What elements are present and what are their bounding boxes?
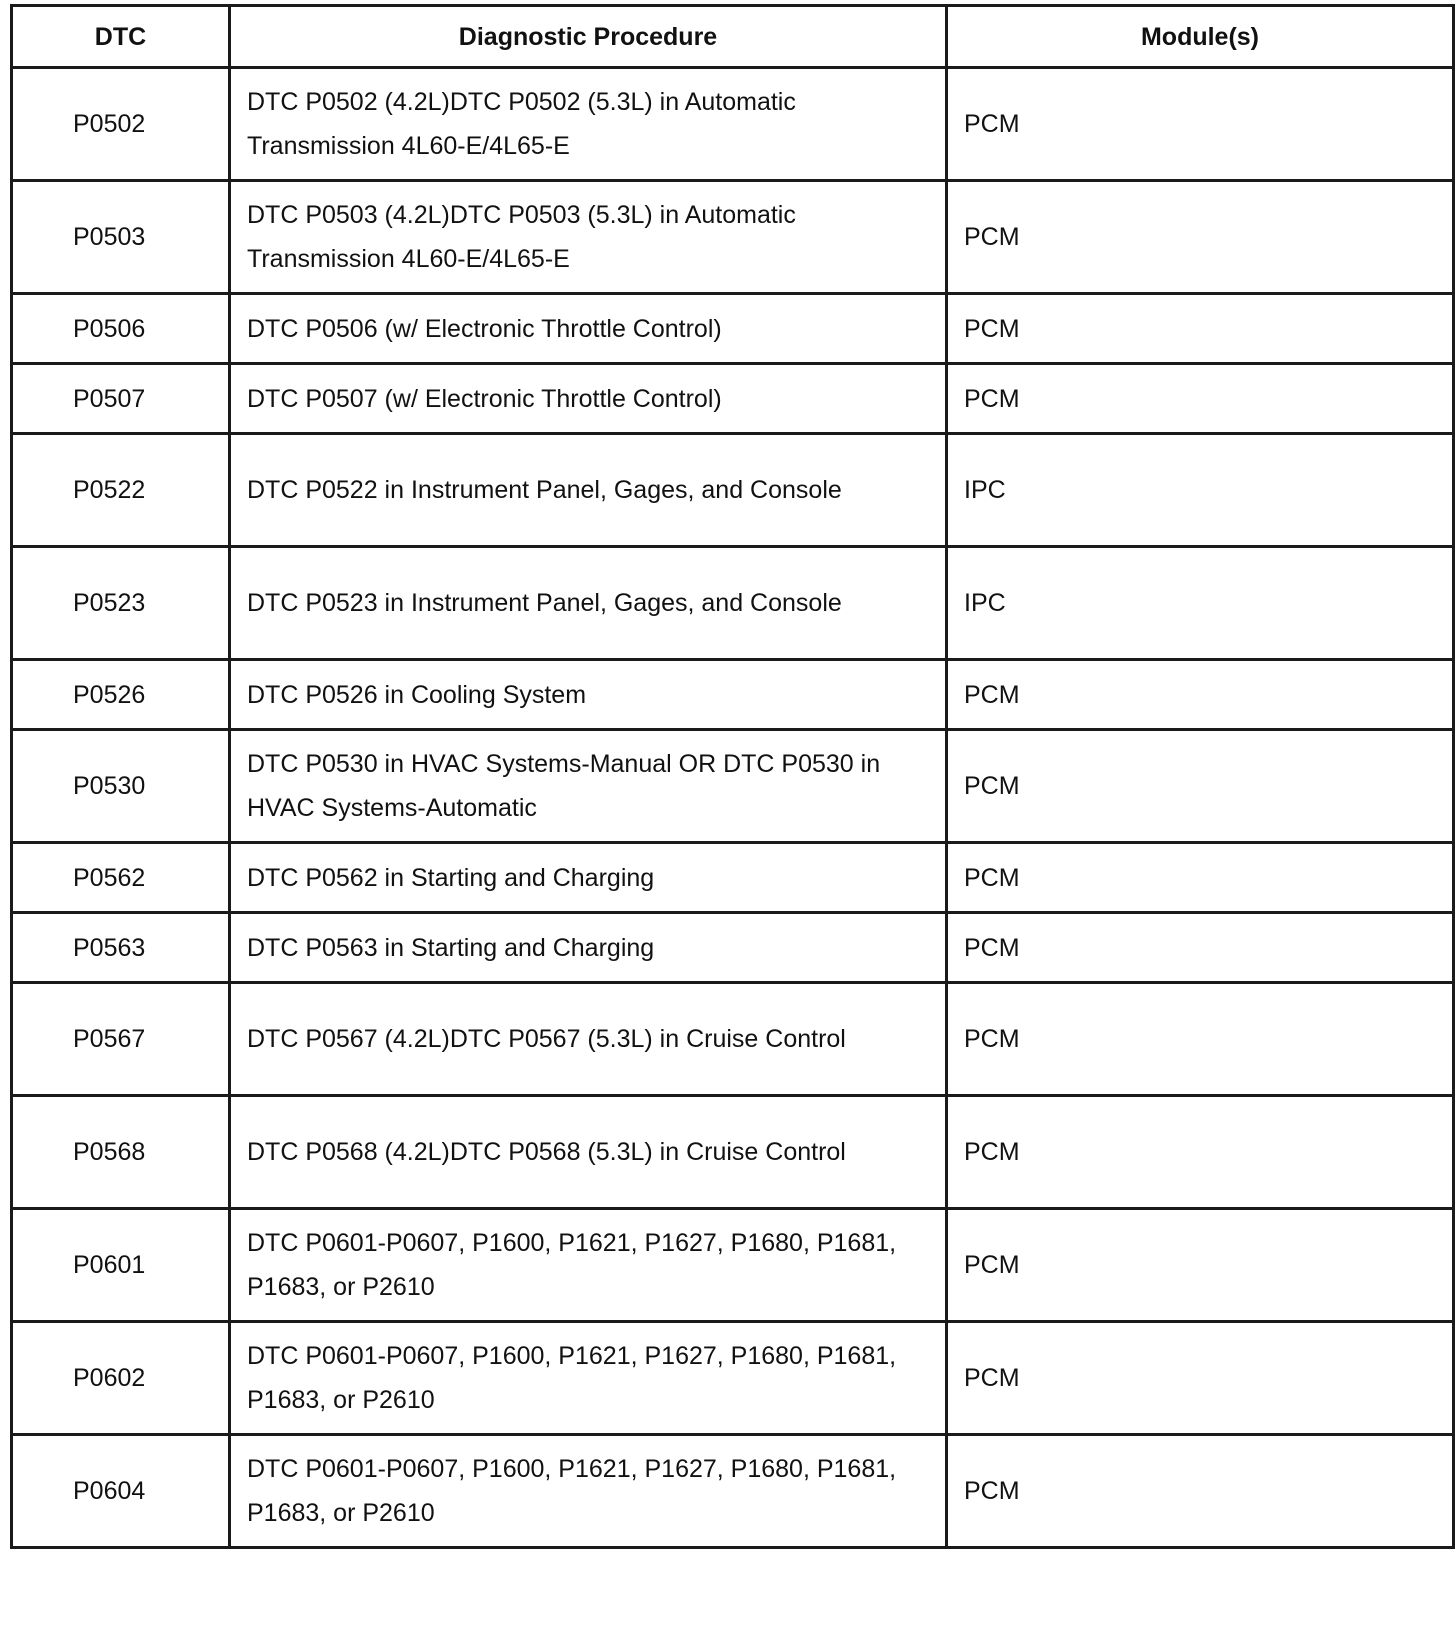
table-row	[12, 1096, 1454, 1209]
procedure-cell: DTC P0506 (w/ Electronic Throttle Control)	[230, 294, 947, 364]
table-row	[12, 294, 1454, 364]
procedure-cell: DTC P0601-P0607, P1600, P1621, P1627, P1680, P1681, P1683, or P2610	[230, 1322, 947, 1435]
table-row	[12, 181, 1454, 294]
procedure-cell: DTC P0523 in Instrument Panel, Gages, and Console	[230, 547, 947, 660]
dtc-cell: P0562	[12, 843, 230, 913]
dtc-cell: P0506	[12, 294, 230, 364]
module-cell: PCM	[947, 1096, 1454, 1209]
procedure-cell: DTC P0567 (4.2L)DTC P0567 (5.3L) in Cruise Control	[230, 983, 947, 1096]
dtc-cell: P0526	[12, 660, 230, 730]
table-header-row	[12, 6, 1454, 68]
table-row	[12, 68, 1454, 181]
procedure-cell: DTC P0507 (w/ Electronic Throttle Control)	[230, 364, 947, 434]
dtc-cell: P0568	[12, 1096, 230, 1209]
module-cell: PCM	[947, 913, 1454, 983]
procedure-cell: DTC P0503 (4.2L)DTC P0503 (5.3L) in Automatic Transmission 4L60-E/4L65-E	[230, 181, 947, 294]
header-modules: Module(s)	[947, 6, 1454, 68]
table-row	[12, 1322, 1454, 1435]
procedure-cell: DTC P0563 in Starting and Charging	[230, 913, 947, 983]
module-cell: PCM	[947, 294, 1454, 364]
module-cell: PCM	[947, 1209, 1454, 1322]
module-cell: PCM	[947, 68, 1454, 181]
procedure-cell: DTC P0522 in Instrument Panel, Gages, and Console	[230, 434, 947, 547]
dtc-cell: P0503	[12, 181, 230, 294]
dtc-cell: P0602	[12, 1322, 230, 1435]
dtc-cell: P0502	[12, 68, 230, 181]
dtc-cell: P0604	[12, 1435, 230, 1548]
table-row	[12, 843, 1454, 913]
procedure-cell: DTC P0562 in Starting and Charging	[230, 843, 947, 913]
table-row	[12, 730, 1454, 843]
module-cell: PCM	[947, 181, 1454, 294]
dtc-cell: P0567	[12, 983, 230, 1096]
module-cell: PCM	[947, 983, 1454, 1096]
table-row	[12, 547, 1454, 660]
dtc-table	[10, 4, 1455, 1549]
procedure-cell: DTC P0601-P0607, P1600, P1621, P1627, P1680, P1681, P1683, or P2610	[230, 1435, 947, 1548]
dtc-cell: P0601	[12, 1209, 230, 1322]
header-dtc: DTC	[12, 6, 230, 68]
table-row	[12, 364, 1454, 434]
procedure-cell: DTC P0530 in HVAC Systems-Manual OR DTC P0530 in HVAC Systems-Automatic	[230, 730, 947, 843]
module-cell: PCM	[947, 730, 1454, 843]
dtc-cell: P0507	[12, 364, 230, 434]
table-row	[12, 660, 1454, 730]
table-row	[12, 1435, 1454, 1548]
table-row	[12, 913, 1454, 983]
procedure-cell: DTC P0502 (4.2L)DTC P0502 (5.3L) in Automatic Transmission 4L60-E/4L65-E	[230, 68, 947, 181]
dtc-cell: P0522	[12, 434, 230, 547]
header-diagnostic-procedure: Diagnostic Procedure	[230, 6, 947, 68]
procedure-cell: DTC P0601-P0607, P1600, P1621, P1627, P1680, P1681, P1683, or P2610	[230, 1209, 947, 1322]
procedure-cell: DTC P0568 (4.2L)DTC P0568 (5.3L) in Cruise Control	[230, 1096, 947, 1209]
dtc-cell: P0563	[12, 913, 230, 983]
module-cell: PCM	[947, 660, 1454, 730]
table-row	[12, 434, 1454, 547]
module-cell: IPC	[947, 434, 1454, 547]
table-row	[12, 983, 1454, 1096]
module-cell: PCM	[947, 1435, 1454, 1548]
module-cell: PCM	[947, 843, 1454, 913]
table-row	[12, 1209, 1454, 1322]
dtc-cell: P0530	[12, 730, 230, 843]
dtc-cell: P0523	[12, 547, 230, 660]
procedure-cell: DTC P0526 in Cooling System	[230, 660, 947, 730]
module-cell: PCM	[947, 1322, 1454, 1435]
module-cell: IPC	[947, 547, 1454, 660]
module-cell: PCM	[947, 364, 1454, 434]
